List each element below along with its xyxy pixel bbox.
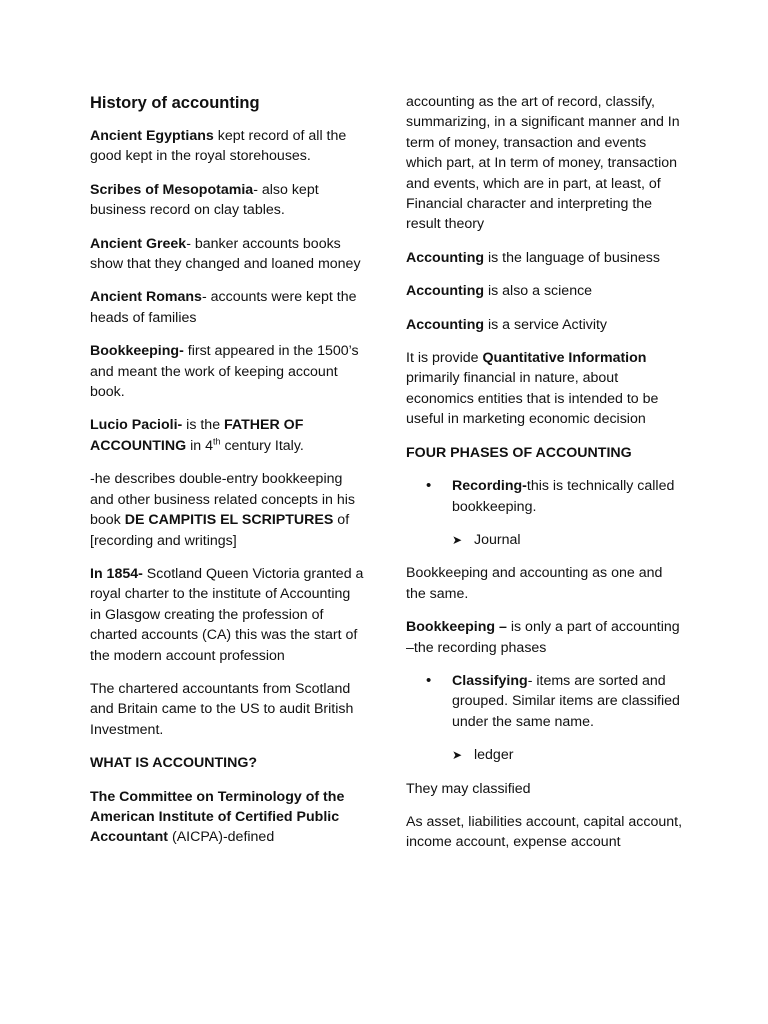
- bullet-list-recording: [406, 476, 686, 517]
- text: It is provide: [406, 350, 483, 367]
- term: Ancient Egyptians: [90, 128, 214, 144]
- text: is only a part of accounting –the recording phases: [406, 619, 680, 656]
- paragraph-mesopotamia: [90, 180, 365, 221]
- text: first appeared in the 1500’s and meant the work of keeping account book.: [90, 343, 359, 401]
- paragraph-pacioli: [90, 415, 365, 456]
- right-column: [406, 92, 686, 866]
- paragraph-may-classified: They may classified: [406, 780, 531, 797]
- text: is also a science: [484, 283, 593, 300]
- paragraph-greek: [90, 234, 365, 275]
- text: in 4: [186, 437, 213, 454]
- arrowhead-icon: ➤: [452, 532, 463, 547]
- list-item-ledger: [406, 745, 686, 765]
- text: (AICPA)-defined: [168, 829, 275, 846]
- paragraph-bookkeeping-part: [406, 617, 686, 658]
- text: - accounts were kept the heads of families: [90, 289, 357, 326]
- list-item-classifying: [406, 671, 686, 732]
- text: - banker accounts books show that they changed and loaned money: [90, 235, 361, 273]
- term: Lucio Pacioli-: [90, 417, 183, 434]
- term: FATHER OF ACCOUNTING: [90, 417, 304, 454]
- paragraph-chartered: The chartered accountants from Scotland and Britain came to the US to audit British Investment.: [90, 680, 366, 738]
- term: Ancient Romans: [90, 289, 202, 306]
- text: Scotland Queen Victoria granted a royal charter to the institute of Accounting in Glasgow creating the profession of charted accounts (CA) this was the start of the modern account profession: [90, 565, 364, 664]
- text: -he describes double-entry bookkeeping and other business related concepts in his book: [90, 471, 355, 529]
- superscript: th: [212, 436, 221, 447]
- text: is the language of business: [484, 249, 660, 266]
- paragraph-1854: [90, 564, 365, 666]
- paragraph-romans: [90, 287, 365, 328]
- text: this is technically called bookkeeping.: [452, 478, 675, 515]
- text: of [recording and writings]: [90, 512, 350, 549]
- term: Bookkeeping –: [406, 619, 507, 636]
- text: century Italy.: [220, 437, 304, 454]
- paragraph-asset: As asset, liabilities account, capital account, income account, expense account: [406, 813, 683, 851]
- term: Accounting: [406, 249, 485, 266]
- text: is the: [182, 417, 225, 434]
- heading-what-is-accounting: WHAT IS ACCOUNTING?: [90, 755, 258, 772]
- term: Ancient Greek: [90, 235, 187, 252]
- term: Classifying: [452, 672, 528, 689]
- list-item-journal: [406, 530, 686, 550]
- text: kept record of all the good kept in the royal storehouses.: [90, 128, 347, 165]
- list-item-recording: [406, 476, 686, 517]
- text: is a service Activity: [484, 316, 608, 333]
- text: ledger: [474, 747, 514, 764]
- paragraph-committee: [90, 787, 365, 848]
- paragraph-science: [406, 281, 686, 301]
- paragraph-language: [406, 248, 686, 268]
- term: The Committee on Terminology of the American Institute of Certified Public Accountant: [90, 788, 345, 846]
- term: In 1854-: [90, 565, 143, 582]
- paragraph-describes: [90, 469, 365, 551]
- text: Journal: [474, 531, 521, 548]
- book-title: DE CAMPITIS EL SCRIPTURES: [124, 512, 334, 529]
- paragraph-service: [406, 315, 686, 335]
- arrowhead-icon: ➤: [452, 748, 463, 763]
- paragraph-egyptians: [90, 126, 365, 167]
- text: - items are sorted and grouped. Similar items are classified under the same name.: [452, 672, 680, 730]
- text: - also kept business record on clay tables.: [90, 181, 319, 219]
- paragraph-same: Bookkeeping and accounting as one and the same.: [406, 565, 663, 602]
- term: Scribes of Mesopotamia: [90, 181, 254, 198]
- term: Bookkeeping-: [90, 343, 184, 360]
- bullet-list-classifying: [406, 671, 686, 732]
- term: Accounting: [406, 283, 485, 300]
- paragraph-definition-continued: accounting as the art of record, classify, summarizing, in a significant manner and In term of money, transaction and events which part, at In term of money, transaction and events, which are in part, at least, of Financial character and interpreting the result theory: [406, 94, 680, 233]
- left-column: [90, 92, 365, 861]
- term: Quantitative Information: [482, 350, 647, 367]
- paragraph-quantitative: [406, 348, 686, 430]
- term: Recording-: [452, 478, 527, 495]
- page-title: History of accounting: [90, 94, 260, 112]
- term: Accounting: [406, 316, 485, 333]
- paragraph-bookkeeping: [90, 341, 365, 402]
- text: primarily financial in nature, about economics entities that is intended to be useful in marketing economic decision: [406, 370, 659, 428]
- heading-four-phases: FOUR PHASES OF ACCOUNTING: [406, 444, 632, 461]
